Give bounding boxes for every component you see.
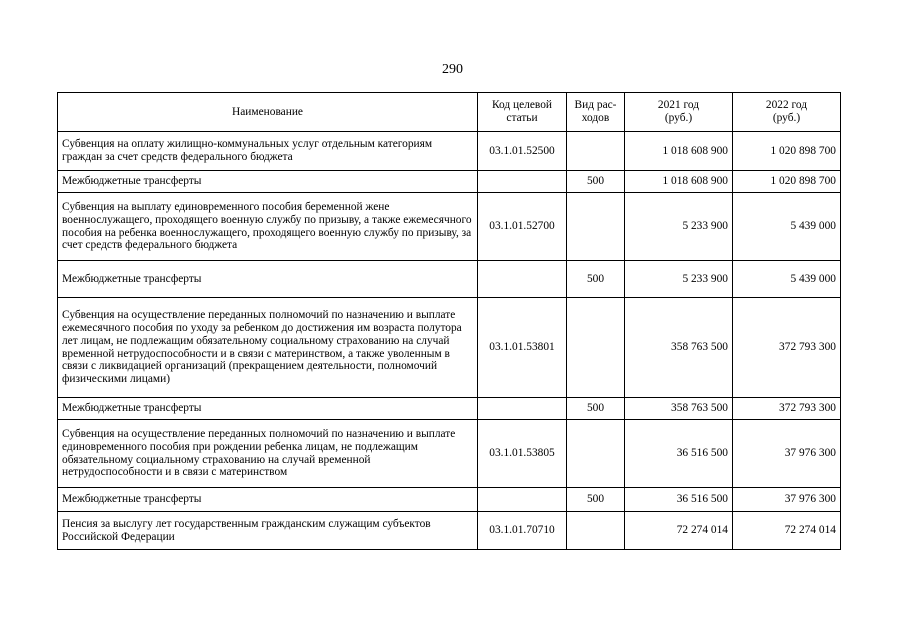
row-2022: 37 976 300 [733, 420, 841, 488]
row-name: Субвенция на осуществление переданных полномочий по назначению и выплате единовременного пособия при рождении ребенка лицам, не подлежащим обязательному социальному страхованию на случай временной нетрудоспособности и в связи с материнством [58, 420, 478, 488]
row-name: Субвенция на выплату единовременного пособия беременной жене военнослужащего, проходящего военную службу по призыву, а также ежемесячного пособия на ребенка военнослужащего, проходящего военную службу по призыву, за счет средств федерального бюджета [58, 193, 478, 261]
table-header-row [58, 93, 841, 132]
page-number: 290 [442, 62, 463, 77]
row-name: Субвенция на оплату жилищно-коммунальных услуг отдельным категориям граждан за счет средств федерального бюджета [58, 132, 478, 171]
row-2022: 372 793 300 [733, 298, 841, 398]
row-kind [567, 420, 625, 488]
table-row [58, 488, 841, 512]
row-2021: 1 018 608 900 [625, 171, 733, 193]
row-code: 03.1.01.53801 [478, 298, 567, 398]
header-2022: 2022 год (руб.) [733, 93, 841, 132]
row-kind: 500 [567, 398, 625, 420]
row-2021: 5 233 900 [625, 261, 733, 298]
table-row [58, 512, 841, 550]
row-code: 03.1.01.52500 [478, 132, 567, 171]
row-2021: 36 516 500 [625, 420, 733, 488]
row-2022: 5 439 000 [733, 261, 841, 298]
row-name: Межбюджетные трансферты [58, 488, 478, 512]
row-2022: 37 976 300 [733, 488, 841, 512]
row-name: Субвенция на осуществление переданных полномочий по назначению и выплате ежемесячного пособия по уходу за ребенком до достижения им возраста полутора лет лицам, не подлежащим обязательному социальному страхованию на случай временной нетрудоспособности и в связи с материнством, а также уволенным в связи с ликвидацией организаций (прекращением деятельности, полномочий физическими лицами) [58, 298, 478, 398]
row-2021: 1 018 608 900 [625, 132, 733, 171]
row-2021: 36 516 500 [625, 488, 733, 512]
header-2021: 2021 год (руб.) [625, 93, 733, 132]
row-kind: 500 [567, 488, 625, 512]
table-row [58, 132, 841, 171]
table-row [58, 261, 841, 298]
row-name: Пенсия за выслугу лет государственным гражданским служащим субъектов Российской Федерации [58, 512, 478, 550]
row-code: 03.1.01.70710 [478, 512, 567, 550]
header-kind: Вид рас- ходов [567, 93, 625, 132]
budget-table [57, 92, 841, 550]
row-name: Межбюджетные трансферты [58, 398, 478, 420]
row-2022: 5 439 000 [733, 193, 841, 261]
row-2022: 1 020 898 700 [733, 132, 841, 171]
row-code [478, 261, 567, 298]
table-row [58, 171, 841, 193]
table-row [58, 420, 841, 488]
table-row [58, 298, 841, 398]
row-kind: 500 [567, 171, 625, 193]
header-name: Наименование [58, 93, 478, 132]
row-kind [567, 512, 625, 550]
row-kind [567, 193, 625, 261]
row-name: Межбюджетные трансферты [58, 171, 478, 193]
row-kind [567, 298, 625, 398]
row-code: 03.1.01.52700 [478, 193, 567, 261]
row-kind: 500 [567, 261, 625, 298]
row-2021: 358 763 500 [625, 398, 733, 420]
row-2022: 1 020 898 700 [733, 171, 841, 193]
row-code [478, 171, 567, 193]
row-2022: 372 793 300 [733, 398, 841, 420]
row-2021: 5 233 900 [625, 193, 733, 261]
table-row [58, 193, 841, 261]
row-code: 03.1.01.53805 [478, 420, 567, 488]
row-2022: 72 274 014 [733, 512, 841, 550]
row-code [478, 488, 567, 512]
table-row [58, 398, 841, 420]
row-kind [567, 132, 625, 171]
header-code: Код целевой статьи [478, 93, 567, 132]
row-code [478, 398, 567, 420]
row-name: Межбюджетные трансферты [58, 261, 478, 298]
row-2021: 72 274 014 [625, 512, 733, 550]
row-2021: 358 763 500 [625, 298, 733, 398]
